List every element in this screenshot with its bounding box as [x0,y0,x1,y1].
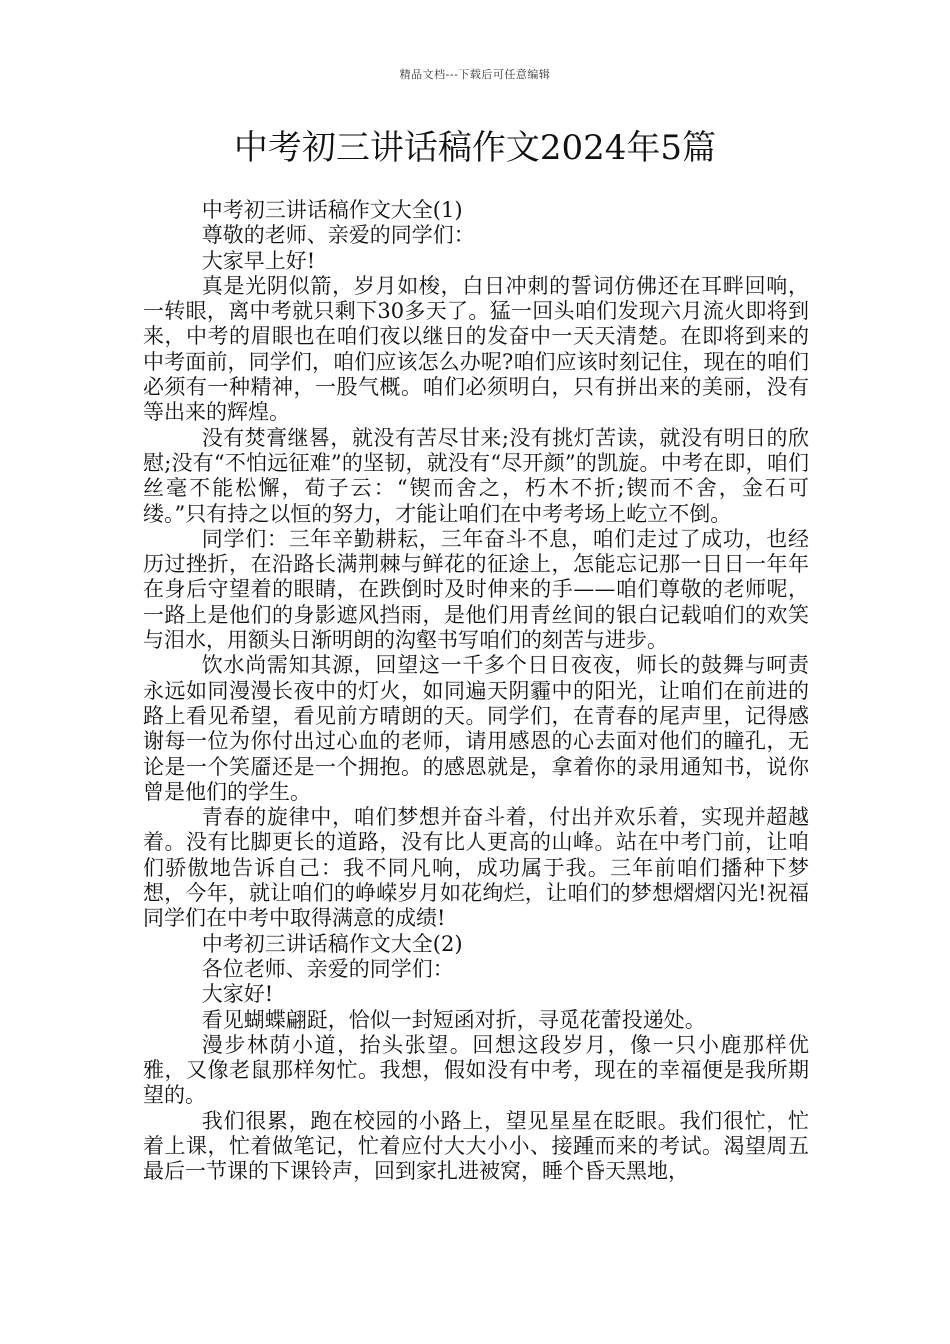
paragraph: 看见蝴蝶翩跹，恰似一封短函对折，寻觅花蕾投递处。 [201,1007,706,1032]
paragraph: 漫步林荫小道，抬头张望。回想这段岁月，像一只小鹿那样优雅，又像老鼠那样匆忙。我想，假如没有中考，现在的幸福便是我所期望的。 [143,1032,809,1108]
salutation-2: 各位老师、亲爱的同学们： [201,956,454,981]
greeting-2: 大家好! [201,982,274,1007]
header-note: 精品文档---下载后可任意编辑 [399,68,551,81]
greeting-1: 大家早上好! [201,248,316,273]
paragraph: 没有焚膏继晷，就没有苦尽甘来;没有挑灯苦读，就没有明日的欣慰;没有“不怕远征难”的坚韧，就没有“尽开颜”的凯旋。中考在即，咱们丝毫不能松懈，荀子云：“锲而舍之，朽木不折;锲而不舍，金石可缕。”只有持之以恒的努力，才能让咱们在中考考场上屹立不倒。 [143,425,809,526]
document-body [143,198,809,1185]
paragraph: 同学们：三年辛勤耕耘，三年奋斗不息，咱们走过了成功，也经历过挫折，在沿路长满荆棘与鲜花的征途上，怎能忘记那一日日一年年在身后守望着的眼睛，在跌倒时及时伸来的手——咱们尊敬的老师呢，一路上是他们的身影遮风挡雨，是他们用青丝间的银白记载咱们的欢笑与泪水，用额头日渐明朗的沟壑书写咱们的刻苦与进步。 [143,526,809,653]
section-heading-1: 中考初三讲话稿作文大全(1) [201,198,463,222]
paragraph: 青春的旋律中，咱们梦想并奋斗着，付出并欢乐着，实现并超越着。没有比脚更长的道路，没有比人更高的山峰。站在中考门前，让咱们骄傲地告诉自己：我不同凡响，成功属于我。三年前咱们播种下梦想，今年，就让咱们的峥嵘岁月如花绚烂，让咱们的梦想熠熠闪光!祝福同学们在中考中取得满意的成绩! [143,805,809,931]
salutation-1: 尊敬的老师、亲爱的同学们： [201,223,475,248]
section-heading-2: 中考初三讲话稿作文大全(2) [201,931,463,956]
paragraph: 饮水尚需知其源，回望这一千多个日日夜夜，师长的鼓舞与呵责永远如同漫漫长夜中的灯火，如同遍天阴霾中的阳光，让咱们在前进的路上看见希望，看见前方晴朗的天。同学们，在青春的尾声里，记得感谢每一位为你付出过心血的老师，请用感恩的心去面对他们的瞳孔，无论是一个笑靥还是一个拥抱。的感恩就是，拿着你的录用通知书，说你曾是他们的学生。 [143,653,809,804]
paragraph: 我们很累，跑在校园的小路上，望见星星在眨眼。我们很忙，忙着上课，忙着做笔记，忙着应付大大小小、接踵而来的考试。渴望周五最后一节课的下课铃声，回到家扎进被窝，睡个昏天黑地， [143,1108,809,1184]
paragraph: 真是光阴似箭，岁月如梭，白日冲刺的誓词仿佛还在耳畔回响，一转眼，离中考就只剩下30多天了。猛一回头咱们发现六月流火即将到来，中考的眉眼也在咱们夜以继日的发奋中一天天清楚。在即将到来的中考面前，同学们，咱们应该怎么办呢?咱们应该时刻记住，现在的咱们必须有一种精神，一股气概。咱们必须明白，只有拼出来的美丽，没有等出来的辉煌。 [143,273,809,425]
document-title: 中考初三讲话稿作文2024年5篇 [233,128,717,168]
